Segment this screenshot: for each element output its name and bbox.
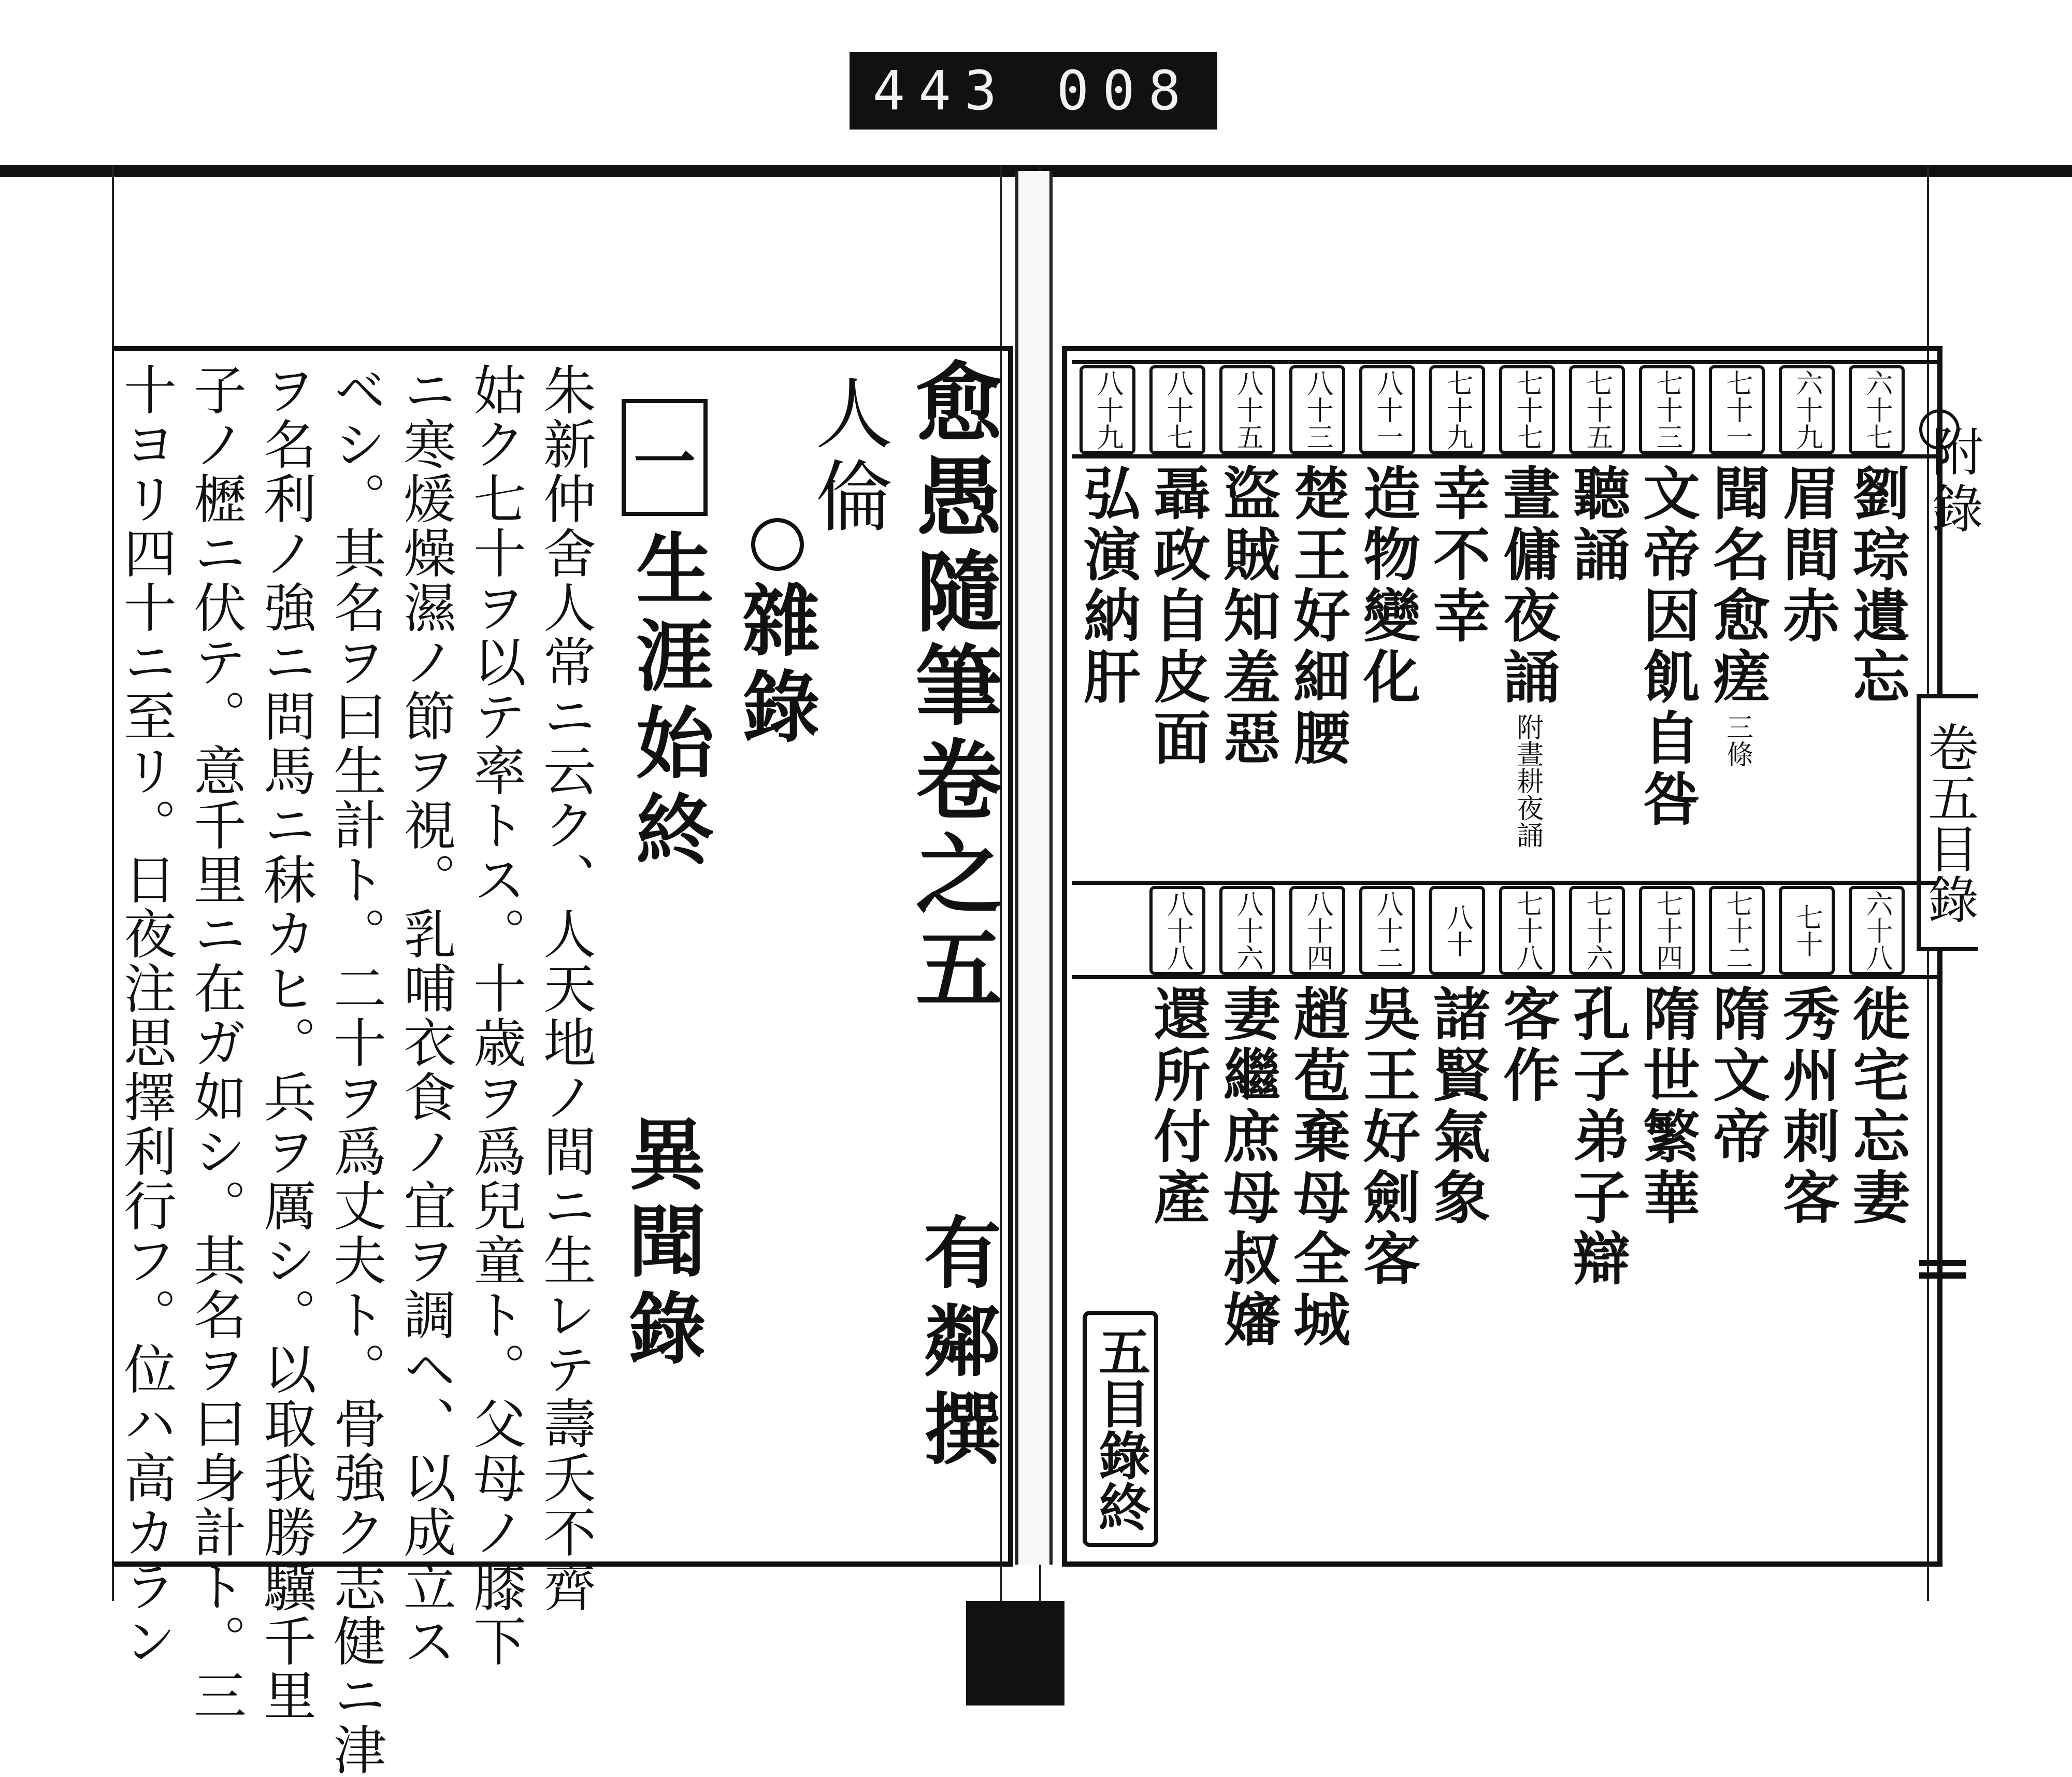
toc-entry <box>1285 365 1350 769</box>
toc-entry-title: 聞名愈瘥 <box>1704 464 1771 708</box>
toc-entry-title: 文帝因飢自咎 <box>1634 464 1701 830</box>
toc-entry-number: 七十九 <box>1429 365 1485 454</box>
toc-entry-number: 七十一 <box>1709 365 1765 454</box>
toc-entry <box>1215 886 1280 1351</box>
toc-entry-number: 八十九 <box>1080 365 1135 454</box>
entry-title: 生涯始終 <box>623 528 714 877</box>
toc-entry-number: 八十三 <box>1289 365 1345 454</box>
toc-entry-number: 八十 <box>1429 886 1485 975</box>
toc-entry-number: 七十四 <box>1639 886 1695 975</box>
toc-entry <box>1075 365 1140 708</box>
body-column: 子ノ櫪ニ伏テ。意千里ニ在ガ如シ。其名ヲ曰身計ト。三 <box>185 363 247 1723</box>
toc-entry <box>1844 886 1909 1229</box>
toc-entry-number: 六十九 <box>1779 365 1835 454</box>
toc-entry-title: 楚王好細腰 <box>1284 464 1351 769</box>
body-column: ベシ。其名ヲ曰生計ト。二十ヲ爲丈夫ト。骨強ク志健ニ津 <box>325 363 386 1777</box>
toc-entry <box>1145 886 1210 1229</box>
toc-entry-title: 客作 <box>1494 984 1561 1107</box>
book-spine <box>1015 171 1053 1565</box>
edge-page-number <box>1919 1254 1966 1285</box>
toc-entry-title: 聶政自皮面 <box>1144 464 1211 769</box>
toc-entry-number: 八十六 <box>1219 886 1275 975</box>
book-title: 愈愚隨筆卷之五 <box>901 357 1004 1018</box>
toc-entry-number: 七十七 <box>1499 365 1555 454</box>
toc-entry-title: 吳王好劍客 <box>1354 984 1421 1290</box>
toc-entry <box>1704 365 1769 767</box>
edge-chapter-label: 卷五目錄 <box>1919 721 1979 924</box>
toc-end-label: 五目錄終 <box>1090 1325 1151 1532</box>
toc-entry-title: 孔子弟子辯 <box>1564 984 1631 1290</box>
toc-entry-title: 徙宅忘妻 <box>1844 984 1910 1229</box>
toc-entry <box>1215 365 1280 769</box>
toc-entry-number: 八十二 <box>1359 886 1415 975</box>
body-column: ニ寒煖燥濕ノ節ヲ視。乳哺衣食ノ宜ヲ調ヘ、以成立ス <box>395 363 456 1668</box>
toc-entry-number: 七十八 <box>1499 886 1555 975</box>
entry-number: 一 <box>634 426 696 499</box>
toc-entry <box>1844 365 1909 708</box>
toc-entry <box>1494 365 1560 848</box>
toc-entry-number: 八十四 <box>1289 886 1345 975</box>
toc-entry-title: 盜賊知羞惡 <box>1214 464 1281 769</box>
toc-entry-number: 七十五 <box>1569 365 1625 454</box>
toc-entry-number: 六十七 <box>1849 365 1905 454</box>
section-heading: 雜錄 <box>729 580 820 752</box>
toc-entry <box>1355 886 1420 1290</box>
body-column: 姑ク七十ヲ以テ率トス。十歳ヲ爲兒童ト。父母ノ膝下 <box>465 363 526 1668</box>
body-column: 朱新仲舍人常ニ云ク、人天地ノ間ニ生レテ壽夭不齊 <box>535 363 596 1614</box>
toc-entry-note: 附晝耕夜誦 <box>1512 713 1543 848</box>
toc-entry-note: 三條 <box>1721 713 1753 767</box>
binding-tab <box>966 1601 1064 1706</box>
toc-entry-number: 八十五 <box>1219 365 1275 454</box>
toc-entry <box>1285 886 1350 1351</box>
toc-entry <box>1564 365 1630 586</box>
toc-entry-number: 七十三 <box>1639 365 1695 454</box>
entry-source: 異聞錄 <box>615 1114 706 1375</box>
toc-entry-number: 七十六 <box>1569 886 1625 975</box>
section-circle-mark <box>751 518 804 571</box>
body-column: ヲ名利ノ強ニ問馬ニ秣カヒ。兵ヲ厲シ。以取我勝驥千里 <box>255 363 316 1723</box>
toc-entry-title: 造物變化 <box>1354 464 1421 708</box>
toc-entry-number: 七十二 <box>1709 886 1765 975</box>
archive-number-right: 008 <box>1056 59 1195 122</box>
toc-entry-title: 還所付產 <box>1144 984 1211 1229</box>
toc-entry-title: 隋世繁華 <box>1634 984 1701 1229</box>
toc-entry <box>1634 886 1700 1229</box>
entry-number-box <box>622 399 708 516</box>
toc-entry <box>1145 365 1210 769</box>
body-column: 十ヨリ四十ニ至リ。日夜注思擇利行フ。位ハ高カラン <box>115 363 177 1668</box>
toc-end-marker <box>1083 1311 1158 1547</box>
toc-entry <box>1634 365 1700 830</box>
toc-entry-title: 眉間赤 <box>1774 464 1840 647</box>
toc-entry-title: 秀州刺客 <box>1774 984 1840 1229</box>
toc-entry-title: 諸賢氣象 <box>1424 984 1491 1229</box>
toc-entry-number: 七十 <box>1779 886 1835 975</box>
toc-entry <box>1424 365 1490 647</box>
toc-entry-title: 晝傭夜誦 <box>1494 464 1561 708</box>
toc-entry-number: 八十一 <box>1359 365 1415 454</box>
toc-entry <box>1774 365 1839 647</box>
toc-entry-title: 妻繼庶母叔嬸 <box>1214 984 1281 1351</box>
toc-entry-title: 趙苞棄母全城 <box>1284 984 1351 1351</box>
toc-entry <box>1774 886 1839 1229</box>
toc-entry <box>1704 886 1769 1168</box>
archive-label <box>850 52 1217 130</box>
author-line: 有鄰撰 <box>910 1212 1001 1477</box>
toc-entry-title: 弘演納肝 <box>1074 464 1141 708</box>
toc-entry-number: 六十八 <box>1849 886 1905 975</box>
edge-header: 附錄 <box>1923 425 1983 539</box>
archive-number-left: 443 <box>872 59 1011 122</box>
toc-entry-number: 八十八 <box>1149 886 1205 975</box>
toc-entry-number: 八十七 <box>1149 365 1205 454</box>
toc-entry-title: 幸不幸 <box>1424 464 1491 647</box>
toc-entry <box>1355 365 1420 708</box>
toc-entry <box>1424 886 1490 1229</box>
toc-entry-title: 隋文帝 <box>1704 984 1771 1168</box>
toc-entry <box>1494 886 1560 1107</box>
toc-entry-title: 聽誦 <box>1564 464 1631 586</box>
toc-entry-title: 劉琮遺忘 <box>1844 464 1910 708</box>
toc-entry <box>1564 886 1630 1290</box>
category-heading: 人倫 <box>802 373 892 539</box>
